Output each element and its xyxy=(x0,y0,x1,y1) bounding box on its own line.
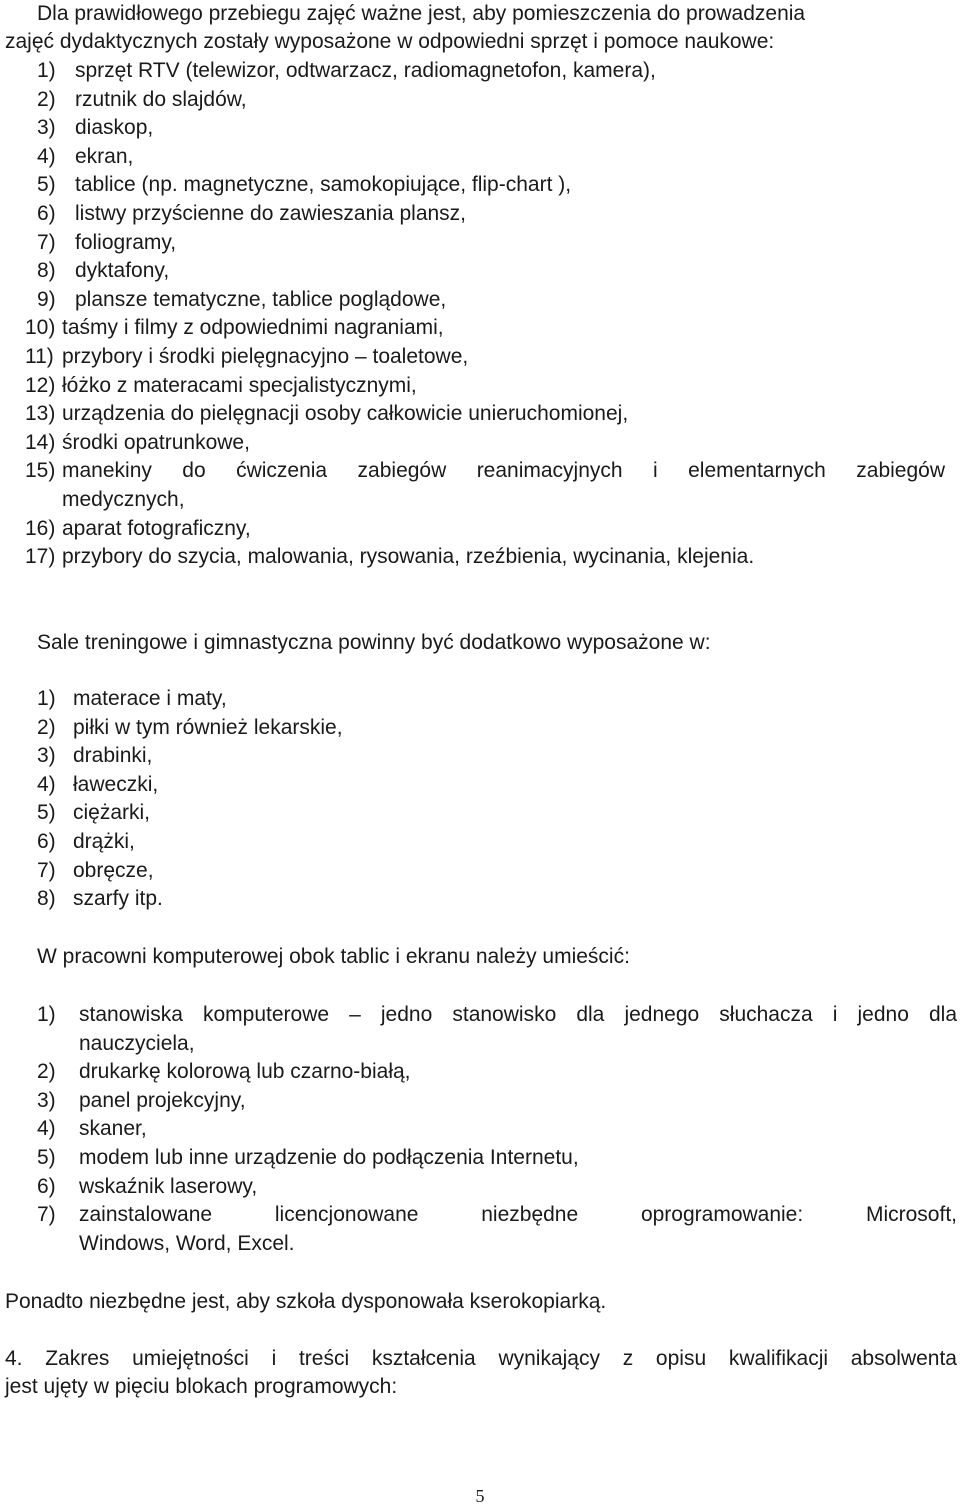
section-4-line-1: 4. Zakres umiejętności i treści kształcenia wynikający z opisu kwalifikacji absolwenta xyxy=(5,1347,957,1370)
list-item-continuation: nauczyciela, xyxy=(79,1031,195,1055)
list-item: 7) obręcze, xyxy=(37,858,154,882)
list-item-continuation: medycznych, xyxy=(62,487,185,511)
list-item: 6) drążki, xyxy=(37,829,135,853)
list-item: 16) aparat fotograficzny, xyxy=(25,516,251,540)
list-item: 7) foliogramy, xyxy=(37,230,177,254)
list-item: 1) materace i maty, xyxy=(37,687,227,710)
list-item: 10) taśmy i filmy z odpowiednimi nagraniami, xyxy=(25,316,444,340)
intro-line-1: Dla prawidłowego przebiegu zajęć ważne jest, aby pomieszczenia do prowadzenia xyxy=(37,2,806,25)
list-item: 3) drabinki, xyxy=(37,744,153,768)
list-item: 1) stanowiska komputerowe – jedno stanowisko dla jednego słuchacza i jedno dla xyxy=(37,1003,957,1026)
list-item: 3) panel projekcyjny, xyxy=(37,1088,246,1112)
list-item: 4) ekran, xyxy=(37,144,134,168)
equipment-list xyxy=(25,57,957,572)
list-item: 5) ciężarki, xyxy=(37,801,151,825)
intro-line-2: zajęć dydaktycznych zostały wyposażone w odpowiedni sprzęt i pomoce naukowe: xyxy=(5,30,775,53)
gym-list xyxy=(37,685,937,914)
list-item: 14) środki opatrunkowe, xyxy=(25,430,250,454)
list-item: 6) listwy przyścienne do zawieszania plansz, xyxy=(37,201,467,225)
page-number: 5 xyxy=(475,1486,485,1506)
list-item: 13) urządzenia do pielęgnacji osoby całkowicie unieruchomionej, xyxy=(25,402,629,426)
list-item: 2) rzutnik do slajdów, xyxy=(37,87,247,111)
list-item: 11) przybory i środki pielęgnacyjno – toaletowe, xyxy=(25,344,469,368)
list-item: 7) zainstalowane licencjonowane niezbędne oprogramowanie: Microsoft, xyxy=(37,1203,957,1227)
list-item: 3) diaskop, xyxy=(37,116,154,140)
list-item: 12) łóżko z materacami specjalistycznymi, xyxy=(25,373,417,397)
list-item: 15) manekiny do ćwiczenia zabiegów reanimacyjnych i elementarnych zabiegów xyxy=(25,459,945,483)
list-item: 8) szarfy itp. xyxy=(37,887,163,911)
list-item: 4) skaner, xyxy=(37,1117,147,1141)
list-item: 8) dyktafony, xyxy=(37,259,170,283)
computer-list xyxy=(37,1001,957,1258)
gym-heading: Sale treningowe i gimnastyczna powinny być dodatkowo wyposażone w: xyxy=(37,631,711,654)
closing-paragraph: Ponadto niezbędne jest, aby szkoła dysponowała kserokopiarką. xyxy=(5,1290,607,1313)
section-4-line-2: jest ujęty w pięciu blokach programowych: xyxy=(5,1375,398,1398)
list-item: 2) piłki w tym również lekarskie, xyxy=(37,715,343,739)
list-item: 4) ławeczki, xyxy=(37,772,159,796)
list-item: 6) wskaźnik laserowy, xyxy=(37,1174,258,1198)
list-item: 2) drukarkę kolorową lub czarno-białą, xyxy=(37,1060,411,1084)
list-item: 5) modem lub inne urządzenie do podłączenia Internetu, xyxy=(37,1145,579,1169)
list-item: 17) przybory do szycia, malowania, rysowania, rzeźbienia, wycinania, klejenia. xyxy=(25,545,755,569)
list-item-continuation: Windows, Word, Excel. xyxy=(79,1231,295,1255)
list-item: 9) plansze tematyczne, tablice poglądowe, xyxy=(37,287,447,311)
list-item: 1) sprzęt RTV (telewizor, odtwarzacz, radiomagnetofon, kamera), xyxy=(37,59,656,82)
list-item: 5) tablice (np. magnetyczne, samokopiujące, flip-chart ), xyxy=(37,173,572,197)
computer-heading: W pracowni komputerowej obok tablic i ekranu należy umieścić: xyxy=(37,945,630,968)
